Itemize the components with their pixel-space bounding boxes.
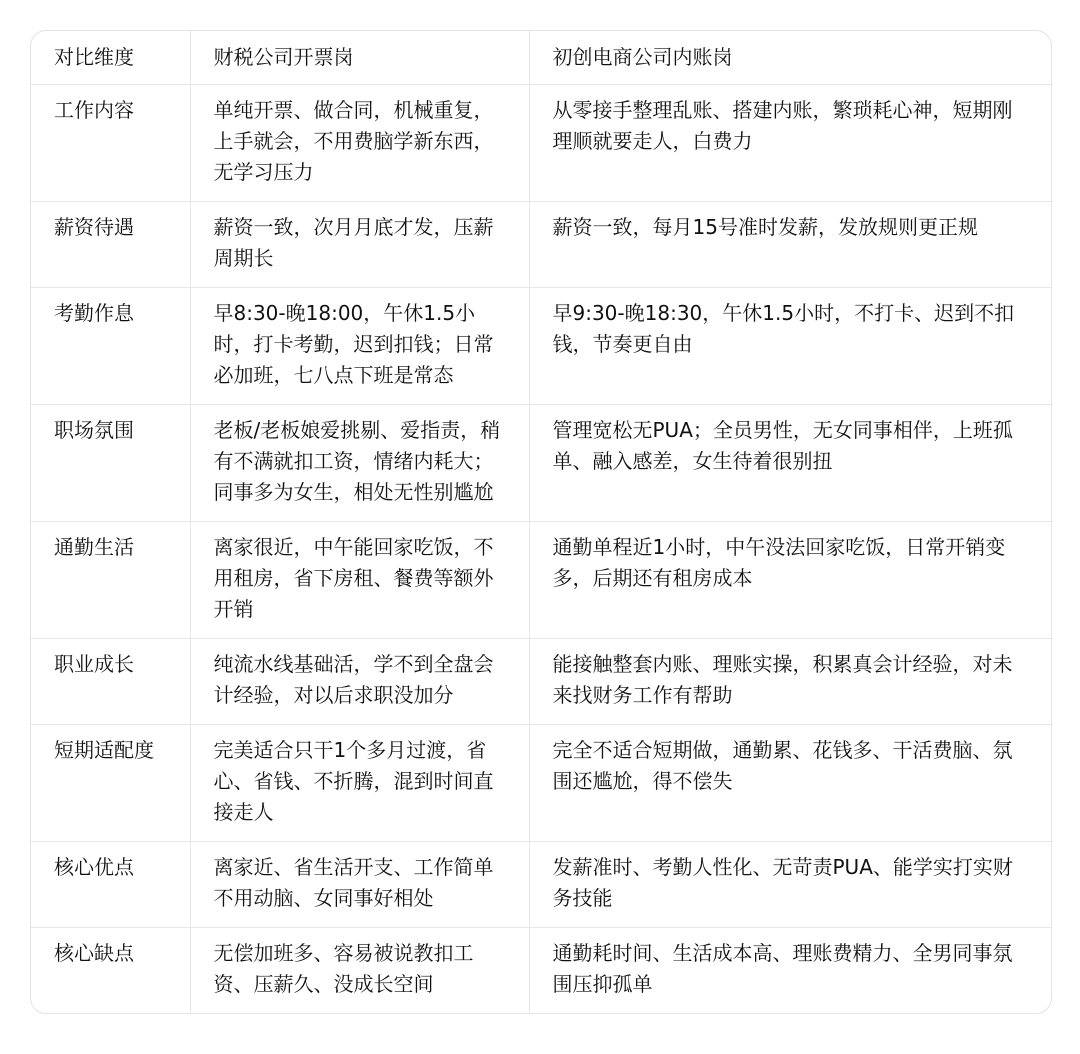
table-row (31, 522, 1051, 639)
row-dimension-cell: 核心缺点 (31, 928, 190, 1014)
row-dimension-cell: 考勤作息 (31, 288, 190, 405)
row-dimension-cell: 职场氛围 (31, 405, 190, 522)
row-dimension-cell: 薪资待遇 (31, 202, 190, 288)
table-row (31, 928, 1051, 1014)
tax-company-cell: 完美适合只干1个多月过渡，省心、省钱、不折腾，混到时间直接走人 (190, 725, 529, 842)
table-row (31, 842, 1051, 928)
ecommerce-cell: 通勤单程近1小时，中午没法回家吃饭，日常开销变多，后期还有租房成本 (529, 522, 1051, 639)
table-row (31, 725, 1051, 842)
tax-company-cell: 离家近、省生活开支、工作简单不用动脑、女同事好相处 (190, 842, 529, 928)
table-row (31, 639, 1051, 725)
ecommerce-cell: 通勤耗时间、生活成本高、理账费精力、全男同事氛围压抑孤单 (552, 941, 1013, 996)
tax-company-cell: 离家很近，中午能回家吃饭，不用租房，省下房租、餐费等额外开销 (190, 522, 529, 639)
row-dimension-cell: 通勤生活 (31, 522, 190, 639)
ecommerce-cell: 早9:30-晚18:30，午休1.5小时，不打卡、迟到不扣钱，节奏更自由 (529, 288, 1051, 405)
tax-company-cell: 老板/老板娘爱挑剔、爱指责，稍有不满就扣工资，情绪内耗大；同事多为女生，相处无性别尴尬 (190, 405, 529, 522)
table-row (31, 202, 1051, 288)
ecommerce-cell: 薪资一致，每月15号准时发薪，发放规则更正规 (529, 202, 1051, 288)
header-ecommerce-job: 初创电商公司内账岗 (529, 31, 1051, 85)
header-tax-company-job: 财税公司开票岗 (190, 31, 529, 85)
header-dimension: 对比维度 (31, 31, 190, 85)
comparison-table (31, 31, 1051, 1013)
ecommerce-cell: 发薪准时、考勤人性化、无苛责PUA、能学实打实财务技能 (529, 842, 1051, 928)
table-row (31, 85, 1051, 202)
tax-company-cell: 薪资一致，次月月底才发，压薪周期长 (190, 202, 529, 288)
ecommerce-cell: 能接触整套内账、理账实操，积累真会计经验，对未来找财务工作有帮助 (529, 639, 1051, 725)
ecommerce-cell: 管理宽松无PUA；全员男性，无女同事相伴，上班孤单、融入感差，女生待着很别扭 (529, 405, 1051, 522)
tax-company-cell: 无偿加班多、容易被说教扣工资、压薪久、没成长空间 (190, 928, 529, 1014)
tax-company-cell: 单纯开票、做合同，机械重复，上手就会，不用费脑学新东西，无学习压力 (190, 85, 529, 202)
row-dimension-cell: 职业成长 (31, 639, 190, 725)
header-row (31, 31, 1051, 85)
tax-company-cell: 早8:30-晚18:00，午休1.5小时，打卡考勤，迟到扣钱；日常必加班，七八点下班是常态 (190, 288, 529, 405)
ecommerce-cell: 完全不适合短期做，通勤累、花钱多、干活费脑、氛围还尴尬，得不偿失 (529, 725, 1051, 842)
tax-company-cell: 纯流水线基础活，学不到全盘会计经验，对以后求职没加分 (190, 639, 529, 725)
table-row (31, 288, 1051, 405)
row-dimension-cell: 核心优点 (31, 842, 190, 928)
comparison-table-container (30, 30, 1052, 1014)
row-dimension-cell: 工作内容 (31, 85, 190, 202)
ecommerce-cell: 从零接手整理乱账、搭建内账，繁琐耗心神，短期刚理顺就要走人，白费力 (529, 85, 1051, 202)
table-row (31, 405, 1051, 522)
row-dimension-cell: 短期适配度 (31, 725, 190, 842)
